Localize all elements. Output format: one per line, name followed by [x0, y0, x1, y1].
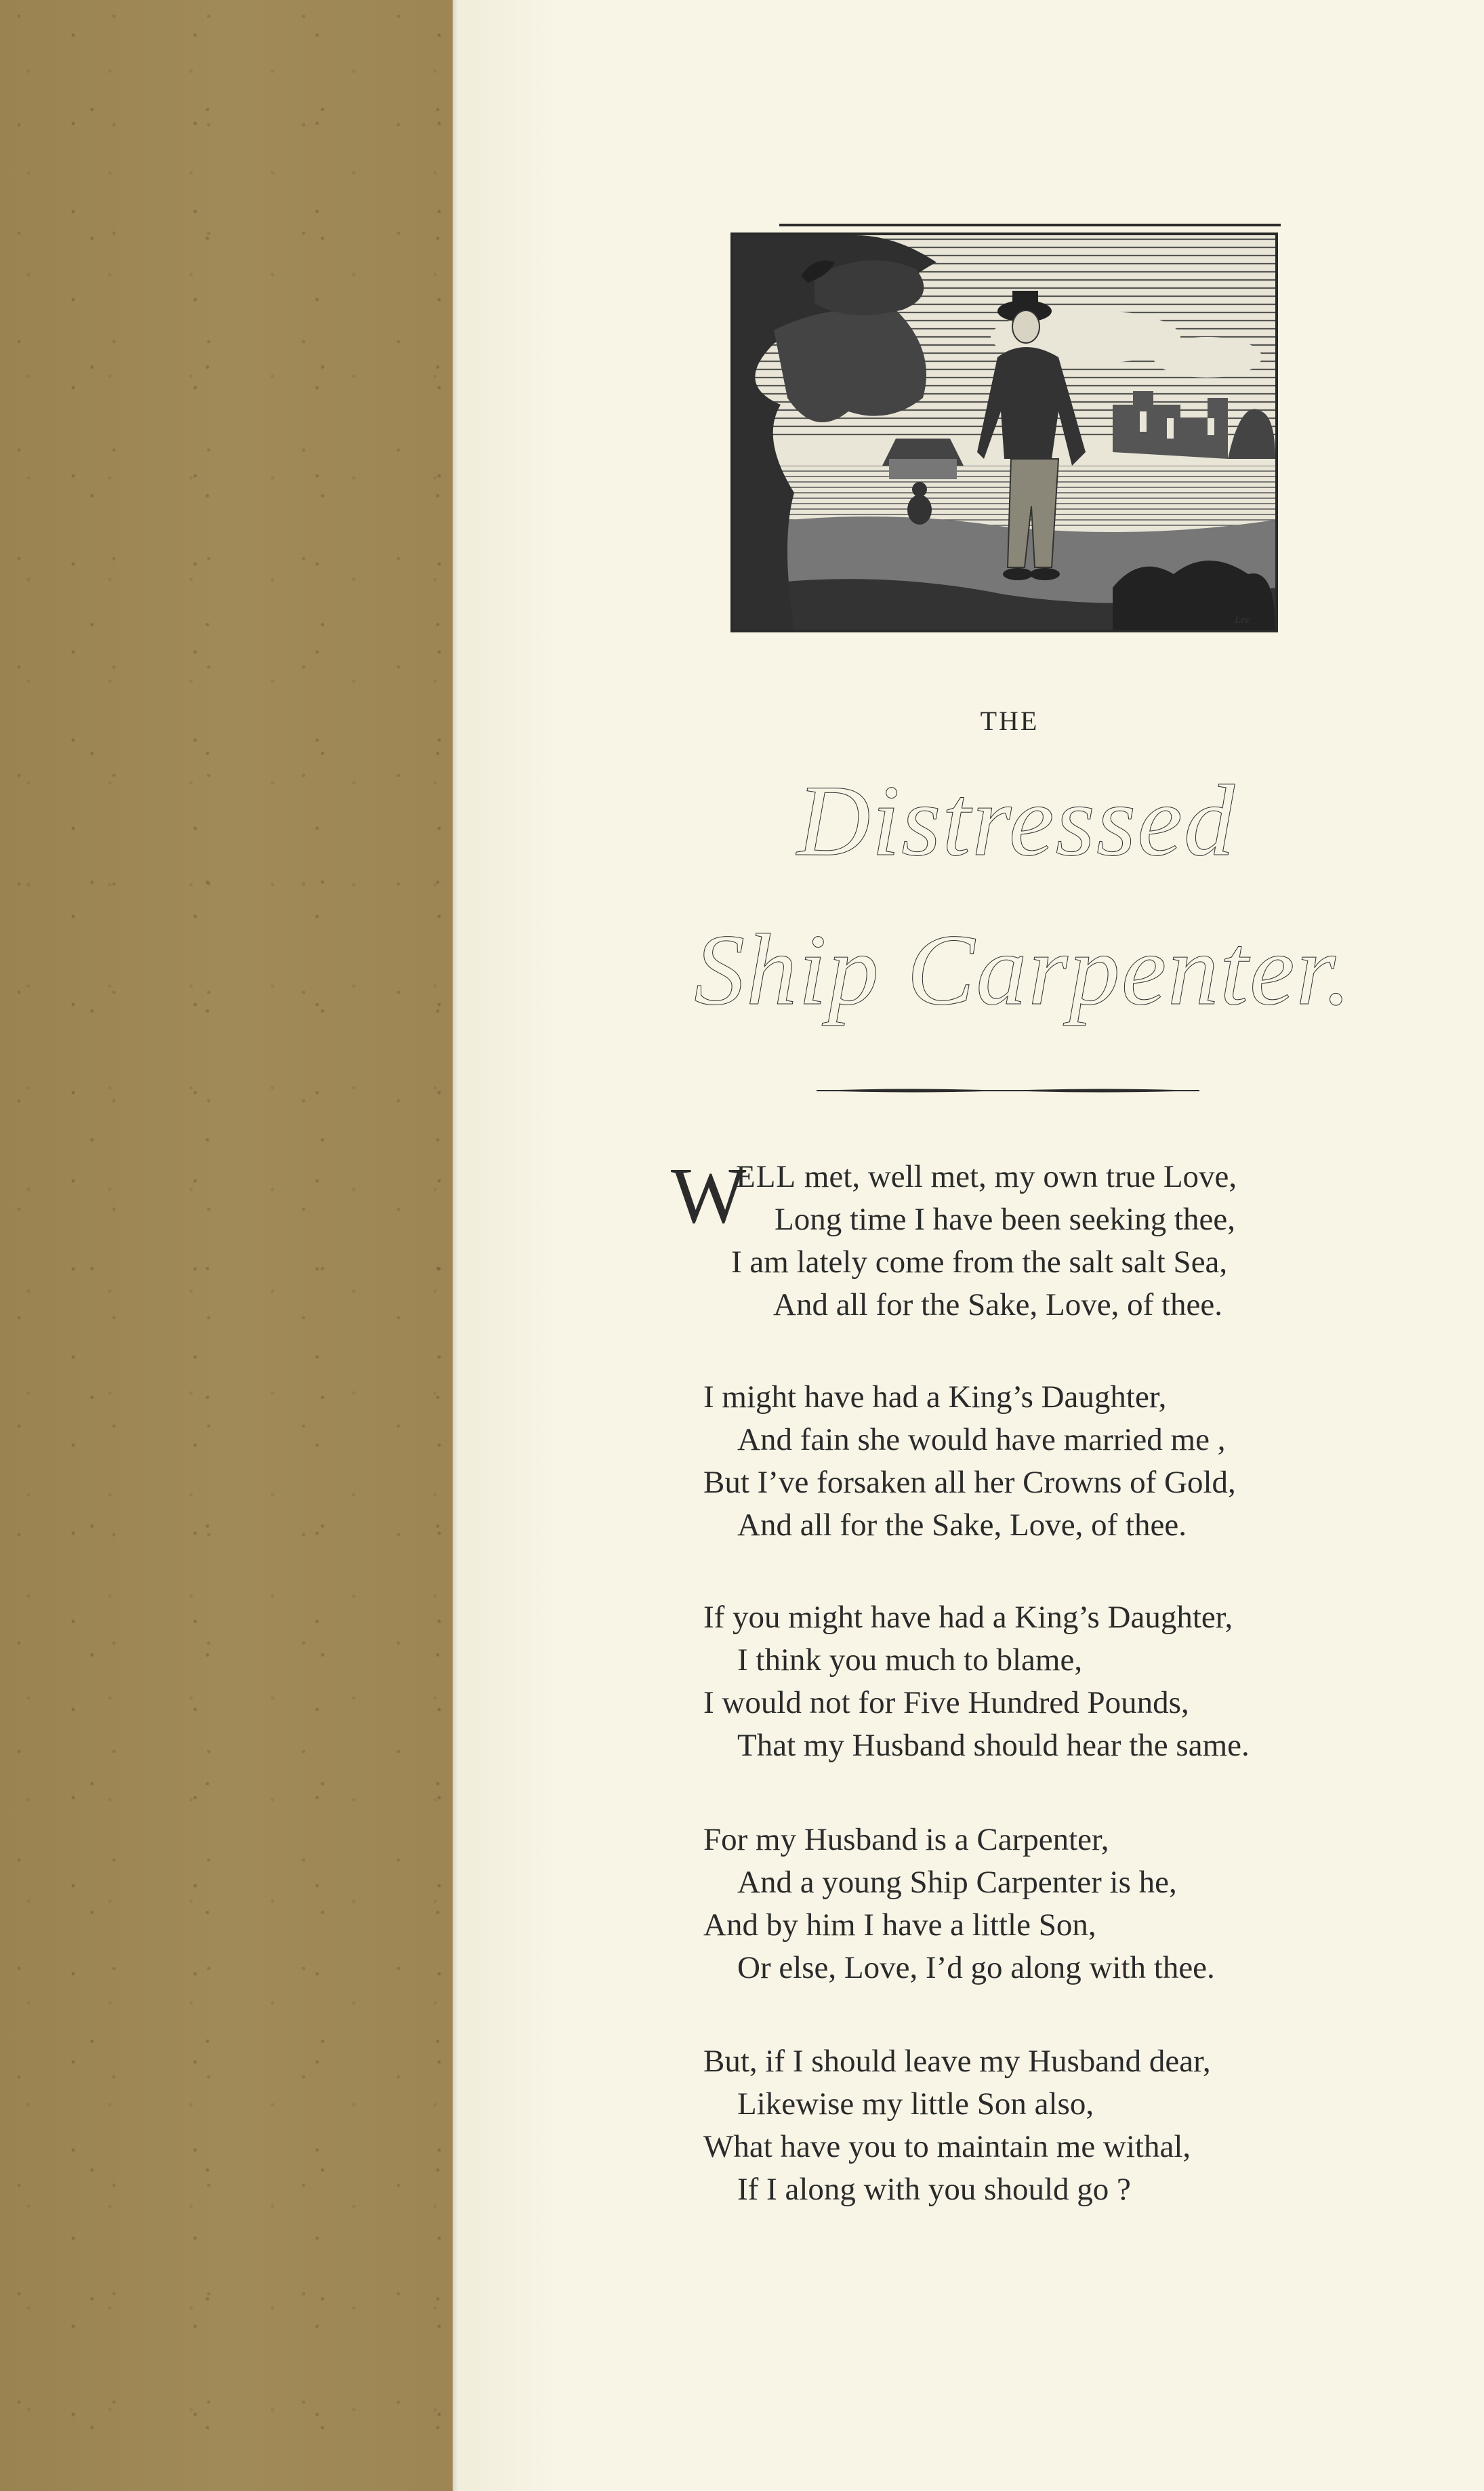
verse-line: And by him I have a little Son,	[703, 1907, 1096, 1943]
verse-line: I think you much to blame,	[737, 1642, 1083, 1678]
stanza-1	[731, 1156, 1237, 1326]
stanza-4	[703, 1819, 1215, 1989]
verse-line: But, if I should leave my Husband dear,	[703, 2044, 1211, 2079]
stanza-3	[703, 1596, 1250, 1767]
title-line-2: Ship Carpenter.	[694, 914, 1353, 1026]
verse-line: If I along with you should go ?	[737, 2172, 1131, 2207]
verse-line	[736, 1156, 1237, 1198]
verse-line: But I’ve forsaken all her Crowns of Gold,	[703, 1465, 1236, 1500]
binding-board	[0, 0, 453, 2491]
verse-line: For my Husband is a Carpenter,	[703, 1822, 1109, 1857]
drop-cap: W	[671, 1151, 747, 1240]
woodcut-top-rule	[779, 224, 1281, 226]
verse-line: I am lately come from the salt salt Sea,	[731, 1244, 1228, 1280]
verse-line: I might have had a King’s Daughter,	[703, 1379, 1167, 1415]
stanza-2	[703, 1376, 1236, 1547]
verse-line: If you might have had a King’s Daughter,	[703, 1600, 1233, 1635]
verse-line: I would not for Five Hundred Pounds,	[703, 1685, 1189, 1720]
woodcut-scene	[733, 235, 1275, 630]
verse-line: And a young Ship Carpenter is he,	[737, 1865, 1177, 1900]
verse-line: And fain she would have married me ,	[737, 1422, 1226, 1457]
verse-line-text: met, well met, my own true Love,	[804, 1159, 1237, 1194]
verse-line: That my Husband should hear the same.	[737, 1728, 1250, 1763]
board-edge-shadow	[453, 0, 459, 2491]
title-line-1: Distressed	[797, 765, 1236, 877]
verse-line: Likewise my little Son also,	[737, 2086, 1094, 2122]
verse-line: What have you to maintain me withal,	[703, 2129, 1191, 2164]
heading-the: THE	[980, 706, 1039, 736]
verse-line: And all for the Sake, Love, of thee.	[773, 1287, 1223, 1322]
verse-line: And all for the Sake, Love, of thee.	[737, 1507, 1187, 1543]
first-word-rest: ELL	[736, 1159, 797, 1194]
woodcut-illustration	[730, 232, 1278, 632]
ornamental-rule	[817, 1086, 1199, 1095]
verse-line: Long time I have been seeking thee,	[775, 1202, 1235, 1237]
verse-line: Or else, Love, I’d go along with thee.	[737, 1950, 1215, 1985]
stanza-5	[703, 2040, 1211, 2211]
woodcut-signature: Lee	[1235, 614, 1251, 626]
